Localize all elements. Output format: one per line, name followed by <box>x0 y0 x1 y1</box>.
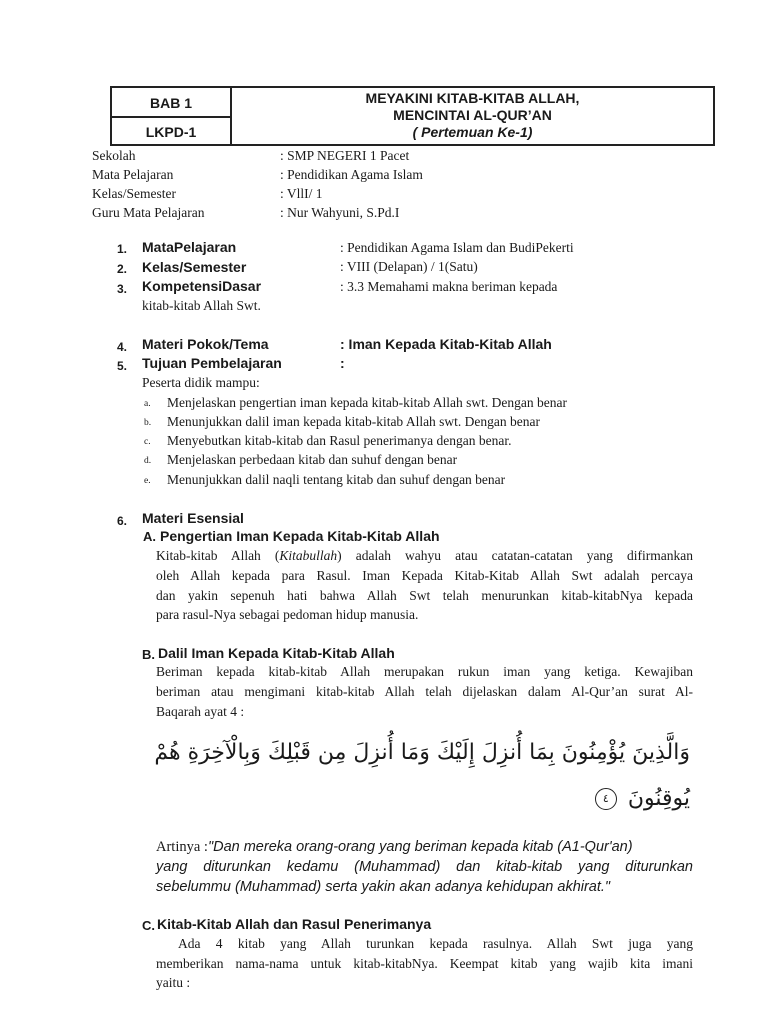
section-a-line-1: Kitab-kitab Allah (Kitabullah) adalah wahyu atau catatan-catatan yang difirmankan <box>156 548 693 563</box>
artinya-line-2: yang diturunkan kedamu (Muhammad) dan kitab-kitab yang diturunkan <box>156 859 693 875</box>
section-b-title: Dalil Iman Kepada Kitab-Kitab Allah <box>158 645 395 661</box>
header-title-cell <box>232 88 713 146</box>
identity-value-kelas: : VllI/ 1 <box>280 186 323 201</box>
title-line-3: ( Pertemuan Ke-1) <box>412 124 533 140</box>
section-a-line-2: oleh Allah kepada para Rasul. Iman Kepada Kitab-Kitab Allah Swt adalah percaya <box>156 568 693 583</box>
section-b-line-3: Baqarah ayat 4 : <box>156 704 245 719</box>
item-value-mata-pelajaran: : Pendidikan Agama Islam dan BudiPekerti <box>340 240 574 255</box>
tujuan-letter-a: a. <box>144 399 151 409</box>
identity-value-mapel: : Pendidikan Agama Islam <box>280 167 423 182</box>
item-label-kompetensi-dasar: KompetensiDasar <box>142 278 262 294</box>
tujuan-item-b: Menunjukkan dalil iman kepada kitab-kitab Allah swt. Dengan benar <box>167 414 541 429</box>
arabic-verse-word: يُوقِنُونَ <box>627 786 690 811</box>
item-value-tujuan: : <box>340 355 345 371</box>
tujuan-item-a: Menjelaskan pengertian iman kepada kitab-kitab Allah swt. Dengan benar <box>167 395 567 410</box>
item-number-1: 1. <box>117 242 128 256</box>
section-b-line-1: Beriman kepada kitab-kitab Allah merupakan rukun iman yang ketiga. Kewajiban <box>156 664 693 679</box>
section-a-line-3: dan yakin sepenuh hati bahwa Allah Swt telah menurunkan kitab-kitabNya kepada <box>156 588 693 603</box>
item-value-materi-pokok: : Iman Kepada Kitab-Kitab Allah <box>340 336 552 352</box>
section-c-letter: C. <box>142 918 155 933</box>
tujuan-intro: Peserta didik mampu: <box>142 375 260 390</box>
section-c-line-2: memberikan nama-nama untuk kitab-kitabNya. Keempat kitab yang wajib kita imani <box>156 956 693 971</box>
tujuan-letter-e: e. <box>144 476 151 486</box>
title-line-1: MEYAKINI KITAB-KITAB ALLAH, <box>365 90 580 106</box>
item-value-kompetensi-dasar: : 3.3 Memahami makna beriman kepada <box>340 279 558 294</box>
tujuan-letter-b: b. <box>144 418 152 428</box>
lkpd-label: LKPD-1 <box>145 124 197 140</box>
section-a-letter: A. <box>143 529 156 544</box>
tujuan-letter-d: d. <box>144 456 152 466</box>
materi-esensial-title: Materi Esensial <box>142 510 244 526</box>
header-table <box>110 86 715 146</box>
tujuan-item-e: Menunjukkan dalil naqli tentang kitab dan suhuf dengan benar <box>167 472 506 487</box>
bab-label: BAB 1 <box>112 88 230 118</box>
section-b-line-2: beriman atau mengimani kitab-kitab Allah telah dijelaskan dalam Al-Qur’an surat Al- <box>156 684 693 699</box>
section-b-letter: B. <box>142 647 155 662</box>
artinya-line-3: sebelummu (Muhammad) serta yakin akan adanya kehidupan akhirat." <box>156 879 611 895</box>
arabic-verse-line-2 <box>595 786 690 811</box>
tujuan-item-c: Menyebutkan kitab-kitab dan Rasul penerimanya dengan benar. <box>167 433 512 448</box>
item-value-kelas-semester: : VIII (Delapan) / 1(Satu) <box>340 259 478 274</box>
item-label-mata-pelajaran: MataPelajaran <box>142 239 237 255</box>
section-c-line-3: yaitu : <box>156 975 191 990</box>
section-a-title: Pengertian Iman Kepada Kitab-Kitab Allah <box>160 528 440 544</box>
identity-value-sekolah: : SMP NEGERI 1 Pacet <box>280 148 410 163</box>
item-label-tujuan: Tujuan Pembelajaran <box>142 355 282 371</box>
artinya-label: Artinya : <box>156 839 208 855</box>
item-number-5: 5. <box>117 359 128 373</box>
item-label-materi-pokok: Materi Pokok/Tema <box>142 336 269 352</box>
tujuan-letter-c: c. <box>144 437 151 447</box>
identity-label-guru: Guru Mata Pelajaran <box>92 205 205 220</box>
title-line-2: MENCINTAI AL-QUR’AN <box>393 107 552 123</box>
section-c-line-1: Ada 4 kitab yang Allah turunkan kepada rasulnya. Allah Swt juga yang <box>178 936 693 951</box>
identity-label-sekolah: Sekolah <box>92 148 136 163</box>
arabic-verse-line-1: وَالَّذِينَ يُؤْمِنُونَ بِمَا أُنزِلَ إِلَيْكَ وَمَا أُنزِلَ مِن قَبْلِكَ وَبِالْآخِرَةِ هُمْ <box>154 740 690 765</box>
ayah-number-icon: ٤ <box>595 788 617 810</box>
item-number-4: 4. <box>117 340 128 354</box>
identity-label-mapel: Mata Pelajaran <box>92 167 174 182</box>
section-c-title: Kitab-Kitab Allah dan Rasul Penerimanya <box>157 916 432 932</box>
item-continuation-kompetensi-dasar: kitab-kitab Allah Swt. <box>142 298 261 313</box>
item-label-kelas-semester: Kelas/Semester <box>142 259 247 275</box>
identity-value-guru: : Nur Wahyuni, S.Pd.I <box>280 205 400 220</box>
section-a-line-4: para rasul-Nya sebagai pedoman hidup manusia. <box>156 607 419 622</box>
header-left-column <box>112 88 232 144</box>
artinya-line-1: Artinya :"Dan mereka orang-orang yang beriman kepada kitab (A1-Qur'an) <box>156 839 633 855</box>
identity-label-kelas: Kelas/Semester <box>92 186 176 201</box>
tujuan-item-d: Menjelaskan perbedaan kitab dan suhuf dengan benar <box>167 452 458 467</box>
item-number-3: 3. <box>117 282 128 296</box>
item-number-6: 6. <box>117 514 128 528</box>
item-number-2: 2. <box>117 262 128 276</box>
